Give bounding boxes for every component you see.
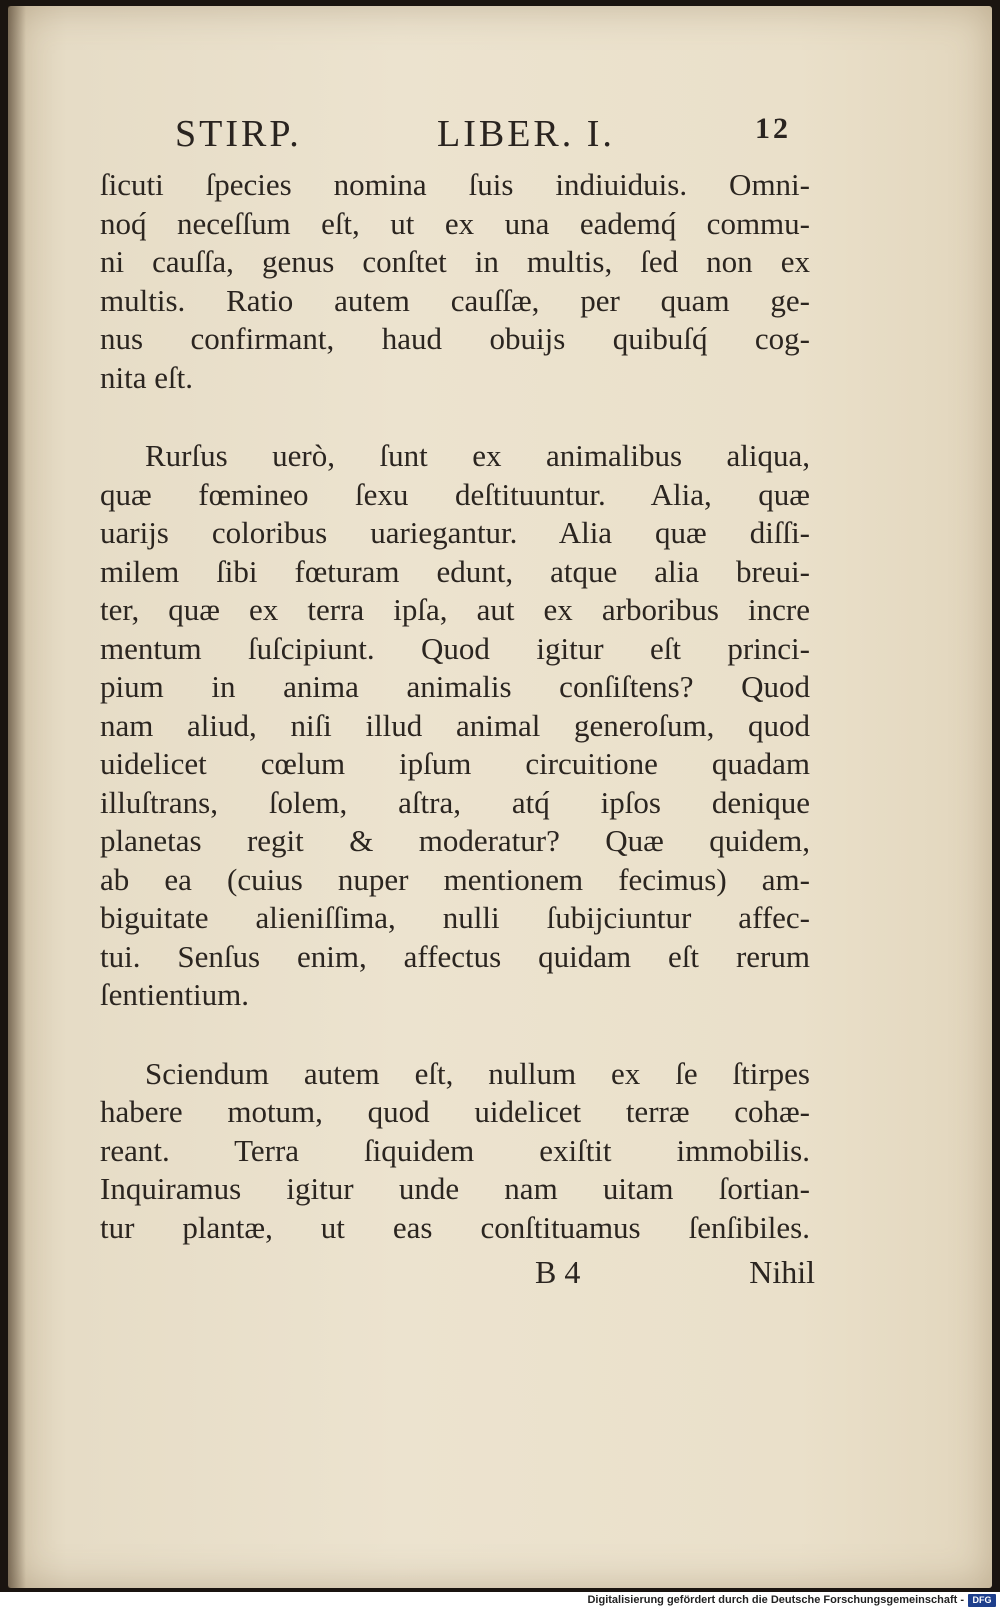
paragraph-3 [100, 1055, 810, 1248]
gutter-shadow [8, 6, 26, 1588]
text-line: mentum ſuſcipiunt. Quod igitur eſt princi- [100, 630, 810, 666]
text-line: nam aliud, niſi illud animal generoſum, quod [100, 707, 810, 743]
text-line: ſicuti ſpecies nomina ſuis indiuiduis. Omni- [100, 167, 810, 202]
funding-credit: Digitalisierung gefördert durch die Deutsche Forschungsgemeinschaft - [587, 1594, 964, 1606]
text-line: ab ea (cuius nuper mentionem fecimus) am- [100, 861, 810, 897]
text-line: Sciendum autem eſt, nullum ex ſe ſtirpes [145, 1055, 810, 1091]
text-line: multis. Ratio autem cauſſæ, per quam ge- [100, 282, 810, 318]
text-line: ſentientium. [100, 977, 249, 1012]
running-head [175, 112, 795, 158]
text-line: Inquiramus igitur unde nam uitam ſortian- [100, 1171, 810, 1206]
text-line: pium in anima animalis conſiſtens? Quod [100, 669, 810, 704]
text-line: habere motum, quod uidelicet terræ cohæ- [100, 1094, 810, 1129]
body-text [100, 166, 810, 1247]
paragraph-2 [100, 437, 810, 1015]
text-line: uidelicet cœlum ipſum circuitione quadam [100, 746, 810, 781]
text-line: tui. Senſus enim, affectus quidam eſt rerum [100, 938, 810, 974]
text-line: ter, quæ ex terra ipſa, aut ex arboribus incre [100, 592, 810, 627]
catchline [535, 1254, 815, 1294]
text-line: quæ fœmineo ſexu deſtituuntur. Alia, quæ [100, 476, 810, 512]
paragraph-1 [100, 166, 810, 397]
text-line: planetas regit & moderatur? Quæ quidem, [100, 823, 810, 858]
text-line: noq́ neceſſum eſt, ut ex una eademq́ commu- [100, 205, 810, 241]
text-line: milem ſibi fœturam edunt, atque alia breui- [100, 553, 810, 589]
running-head-left: STIRP. [175, 113, 302, 155]
text-line: tur plantæ, ut eas conſtituamus ſenſibiles. [100, 1209, 810, 1245]
text-line: nus confirmant, haud obuijs quibuſq́ cog- [100, 321, 810, 356]
running-head-center: LIBER. I. [437, 113, 615, 155]
text-line: uarijs coloribus uariegantur. Alia quæ diſſi- [100, 515, 810, 550]
text-line: nita eſt. [100, 359, 193, 395]
catchword: Nihil [749, 1254, 815, 1290]
page-number: 12 [755, 112, 791, 145]
text-line: biguitate alieniſſima, nulli ſubijciuntur affec- [100, 900, 810, 935]
text-line: Rurſus uerò, ſunt ex animalibus aliqua, [145, 438, 810, 473]
text-line: ni cauſſa, genus conſtet in multis, ſed non ex [100, 244, 810, 279]
signature-mark: B 4 [535, 1254, 581, 1290]
text-line: reant. Terra ſiquidem exiſtit immobilis. [100, 1132, 810, 1168]
text-line: illuſtrans, ſolem, aſtra, atq́ ipſos denique [100, 784, 810, 820]
footer-bar [0, 1592, 1000, 1612]
dfg-logo-icon: DFG [968, 1594, 996, 1607]
